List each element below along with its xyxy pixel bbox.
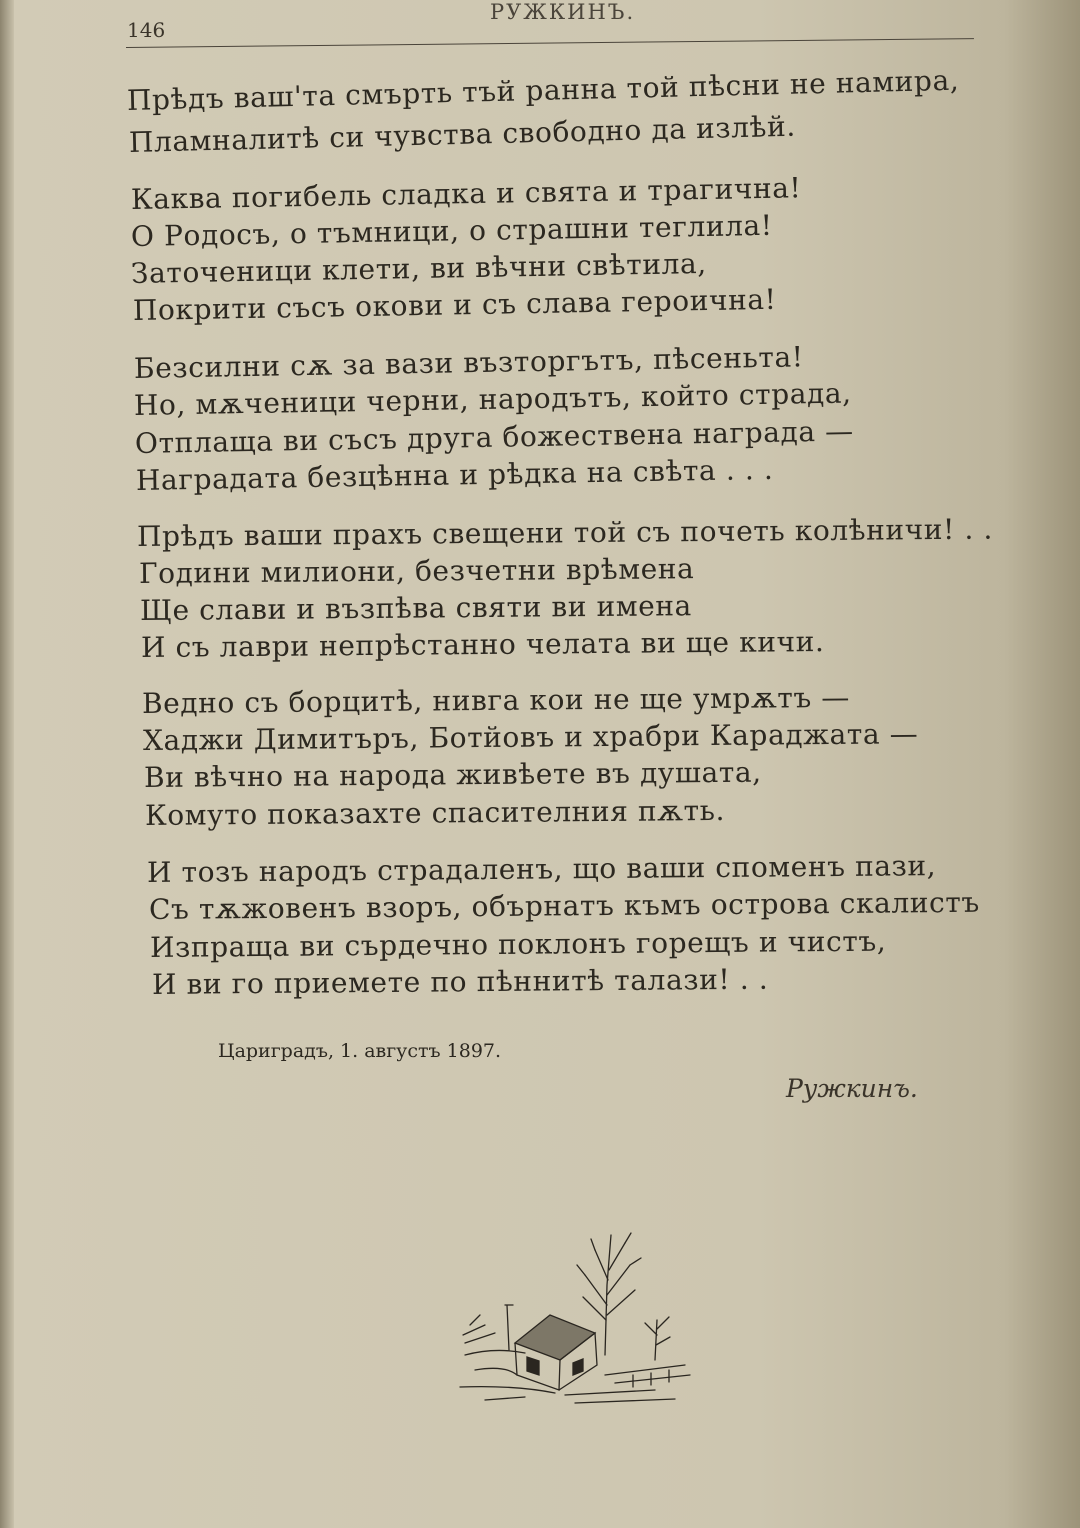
poem-line: Прѣдъ ваши прахъ свещени той съ почеть колѣничи! . .: [136, 512, 994, 553]
poem-line: Комуто показахте спасителния пѫть.: [144, 793, 726, 832]
running-head: РУЖКИНЪ.: [490, 0, 636, 24]
page-number: 146: [127, 18, 166, 42]
poem-line: Но, мѫченици черни, народътъ, който страда,: [133, 376, 852, 422]
poem-line: Пламналитѣ си чувства свободно да излѣй.: [128, 109, 797, 159]
poem-line: Прѣдъ ваш'та смърть тъй ранна той пѣсни не намира,: [126, 63, 960, 117]
poem-line: Ще слави и възпѣва святи ви имена: [139, 589, 693, 627]
poem-line: И ви го приемете по пѣннитѣ талази! . .: [151, 962, 769, 1001]
poem-line: Заточеници клети, ви вѣчни свѣтила,: [130, 246, 708, 290]
poem-line: Съ тѫжовенъ взоръ, обърнатъ къмъ острова скалистъ: [148, 885, 980, 926]
poem-line: Изпраща ви сърдечно поклонъ горещъ и чистъ,: [149, 924, 887, 964]
poem-line: И съ лаври непрѣстанно челата ви ще кичи.: [140, 625, 825, 664]
place-date: Цариградъ, 1. августъ 1897.: [218, 1040, 502, 1062]
poem-line: Каква погибель сладка и свята и трагична!: [130, 171, 802, 216]
vignette-winter-cottage-icon: [455, 1225, 695, 1410]
poem-line: Ведно съ борцитѣ, нивга кои не ще умрѫтъ —: [141, 680, 851, 720]
header-rule: [126, 38, 974, 48]
page-gutter-shadow: [0, 0, 14, 1528]
poem-line: Отплаща ви съсъ друга божествена награда —: [134, 414, 855, 460]
page-header: [0, 0, 1080, 70]
poem-line: Наградата безцѣнна и рѣдка на свѣта . . .: [135, 452, 774, 497]
poem-line: И тозъ народъ страдаленъ, що ваши споменъ пази,: [146, 849, 937, 889]
poem-line: Безсилни сѫ за вази възторгътъ, пѣсеньта!: [133, 340, 804, 385]
author-signature: Ружкинъ.: [786, 1074, 918, 1103]
poem-line: О Родосъ, о тъмници, о страшни теглила!: [130, 208, 773, 253]
poem-line: Ви вѣчно на народа живѣете въ душата,: [143, 755, 762, 794]
poem-line: Хаджи Димитъръ, Ботйовъ и храбри Караджата —: [142, 717, 919, 757]
poem-line: Покрити съсъ окови и съ слава героична!: [132, 282, 777, 327]
poem-line: Години милиони, безчетни врѣмена: [138, 552, 695, 590]
